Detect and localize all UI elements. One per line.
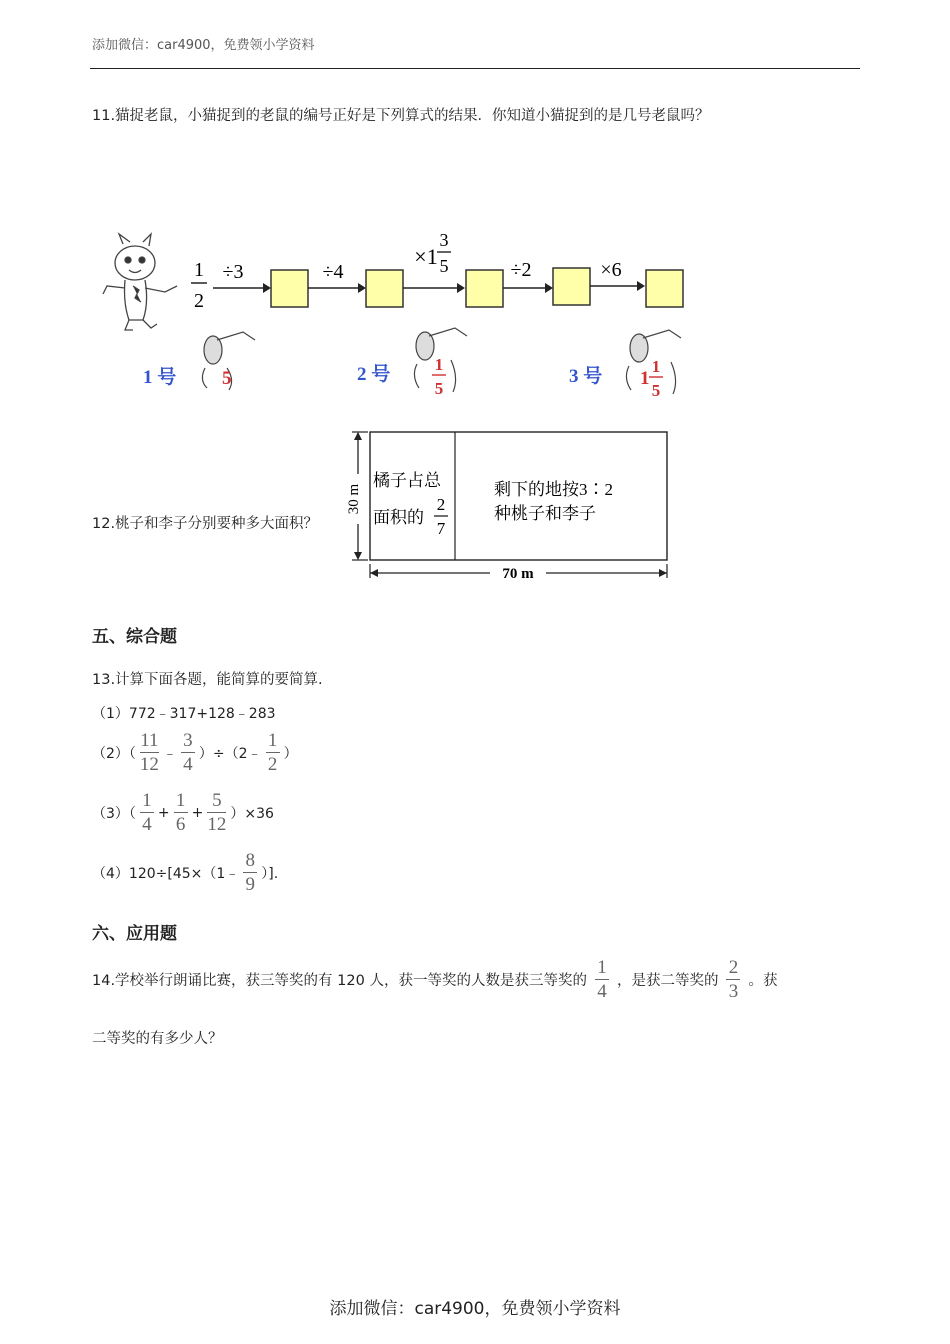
q14-f1-den: 4 [597,981,607,1002]
calc-2-end: ） [283,745,298,762]
calc-2-f2-num: 3 [183,730,193,751]
mouse-1-label: 1 号 [143,367,177,388]
calc-3-fraction-1 [140,791,154,834]
calc-3-f1-den: 4 [142,814,152,835]
calc-3-f3-num: 5 [212,790,222,811]
answer-box-1[interactable] [271,270,308,307]
calc-3-f3-den: 12 [207,814,227,835]
page-header: 添加微信：car4900，免费领小学资料 [92,38,315,53]
question-14-fraction-1 [595,958,609,1001]
calc-3-plus-2: + [191,804,204,821]
calc-2-minus: ﹣ [162,745,177,762]
calc-item-2 [92,731,298,774]
calc-2-f2-den: 4 [183,754,193,775]
op-divide-4: ÷4 [322,261,344,283]
answer-box-3[interactable] [466,270,503,307]
calc-4-fraction-1 [243,851,257,894]
calc-2-fraction-3 [266,731,280,774]
left-text-1: 橘子占总 [373,471,441,490]
question-14-text-b: ，是获二等奖的 [616,973,719,989]
right-text-2: 种桃子和李子 [494,504,596,523]
calc-4-f1-den: 9 [245,874,256,895]
mouse-2-numerator: 1 [434,355,444,374]
header-divider [90,68,860,69]
mouse-3-label: 3 号 [569,366,603,387]
calc-item-4 [92,851,278,894]
q14-f1-num: 1 [597,957,607,978]
calc-item-1 [92,703,276,723]
section-5-title: 五、综合题 [92,627,177,647]
answer-box-5[interactable] [646,270,683,307]
calc-3-f2-num: 1 [175,790,186,811]
width-label: 70 m [502,566,534,582]
field-diagram [342,428,677,583]
calc-2-fraction-2 [181,731,195,774]
answer-box-2[interactable] [366,270,403,307]
left-frac-denominator: 7 [436,519,446,538]
op-multiply-6: ×6 [600,259,622,281]
op-mixed-denominator: 5 [439,256,449,276]
left-frac-numerator: 2 [436,495,446,514]
op-mixed-numerator: 3 [439,230,449,250]
calc-3-fraction-2 [174,791,188,834]
answer-box-4[interactable] [553,268,590,305]
calc-3-end: ）×36 [230,805,274,822]
mouse-2-denominator: 5 [434,379,444,398]
question-12-text: 12.桃子和李子分别要种多大面积？ [92,516,319,532]
question-14-text-a: 14.学校举行朗诵比赛，获三等奖的有 120 人，获一等奖的人数是获三等奖的 [92,973,587,989]
op-divide-3: ÷3 [222,261,244,283]
mouse-3-denominator: 5 [651,381,661,400]
calc-2-f3-num: 1 [267,730,278,751]
cat-illustration [103,234,177,330]
section-6-title: 六、应用题 [92,924,177,944]
calc-item-3 [92,791,274,834]
mouse-3-numerator: 1 [651,357,661,376]
mouse-1-value: 5 [222,368,232,389]
calc-2-f3-den: 2 [267,754,278,775]
calc-3-plus-1: + [157,804,170,821]
calc-1-expression: （1）772﹣317+128﹣283 [92,706,276,722]
calc-3-f2-den: 6 [175,814,186,835]
start-denominator: 2 [194,290,204,312]
calc-2-fraction-1 [140,731,159,774]
calc-2-f1-num: 11 [140,730,159,751]
right-text-1: 剩下的地按3∶2 [494,480,613,499]
calc-3-f1-num: 1 [142,790,152,811]
calc-3-fraction-3 [207,791,226,834]
op-divide-2: ÷2 [510,259,532,281]
calc-2-f1-den: 12 [139,754,159,775]
mouse-2-label: 2 号 [357,364,391,385]
op-multiply-mixed: ×1 [414,244,438,269]
calc-4-end: ）]. [261,865,279,882]
left-text-2: 面积的 [373,508,424,527]
start-numerator: 1 [194,259,204,281]
q14-f2-num: 2 [728,957,739,978]
question-14-text-d: 二等奖的有多少人？ [92,1031,223,1047]
q14-f2-den: 3 [728,981,739,1002]
page-footer: 添加微信：car4900，免费领小学资料 [329,1299,621,1319]
height-label: 30 m [346,483,362,515]
cat-mouse-diagram [95,228,695,403]
question-14-text-c: 。获 [748,973,778,989]
calc-2-middle: ）÷（2﹣ [198,745,262,762]
calc-4-f1-num: 8 [245,850,256,871]
question-13-text: 13.计算下面各题，能简算的要简算. [92,672,323,688]
question-11-text: 11.猫捉老鼠，小猫捉到的老鼠的编号正好是下列算式的结果．你知道小猫捉到的是几号老鼠吗？ [92,108,710,124]
question-14-line-1 [92,958,777,1001]
mouse-3-whole: 1 [640,368,650,389]
calc-2-label: （2）（ [92,745,136,762]
question-14-fraction-2 [726,958,740,1001]
calc-4-label: （4）120÷[45×（1﹣ [92,865,240,882]
calc-3-label: （3）（ [92,805,136,822]
